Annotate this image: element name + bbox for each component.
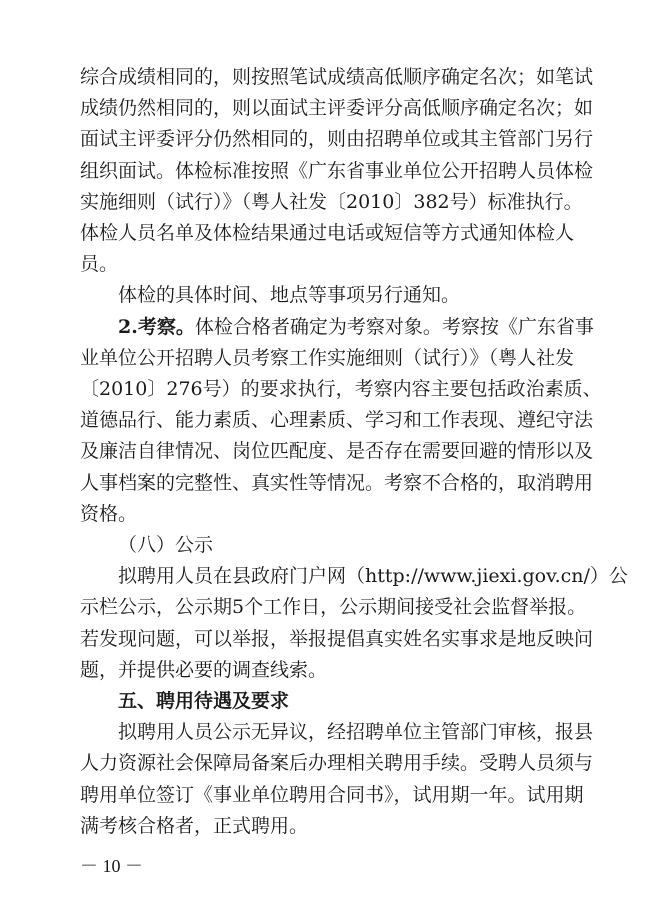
page-number: － 10 － bbox=[80, 856, 143, 876]
text-line: 综合成绩相同的，则按照笔试成绩高低顺序确定名次；如笔试 bbox=[80, 66, 594, 88]
section-heading-treatment: 五、聘用待遇及要求 bbox=[118, 690, 290, 712]
subheading-label: 2.考察。 bbox=[118, 315, 195, 338]
text-line: 拟聘用人员公示无异议，经招聘单位主管部门审核，报县 bbox=[118, 721, 594, 744]
text-line: 拟聘用人员在县政府门户网（http://www.jiexi.gov.cn/）公 bbox=[118, 565, 628, 588]
text-line: 〔2010〕276号）的要求执行，考察内容主要包括政治素质、 bbox=[80, 378, 602, 400]
text-line: 组织面试。体检标准按照《广东省事业单位公开招聘人员体检 bbox=[80, 159, 594, 182]
text-line: 实施细则（试行）》（粤人社发〔2010〕382号）标准执行。 bbox=[80, 190, 583, 213]
text-line: 人事档案的完整性、真实性等情况。考察不合格的，取消聘用 bbox=[80, 471, 594, 494]
text-line: 道德品行、能力素质、心理素质、学习和工作表现、遵纪守法 bbox=[80, 409, 594, 432]
text-line: 题，并提供必要的调查线索。 bbox=[80, 658, 328, 681]
text-line: 若发现问题，可以举报，举报提倡真实姓名实事求是地反映问 bbox=[80, 627, 594, 650]
text-line: 成绩仍然相同的，则以面试主评委评分高低顺序确定名次；如 bbox=[80, 97, 594, 120]
section-heading-publicity: （八）公示 bbox=[118, 534, 214, 556]
text-line: 及廉洁自律情况、岗位匹配度、是否存在需要回避的情形以及 bbox=[80, 440, 594, 463]
text-line: 示栏公示，公示期5个工作日，公示期间接受社会监督举报。 bbox=[80, 596, 587, 619]
text-line: 资格。 bbox=[80, 502, 138, 525]
text-line: 聘用单位签订《事业单位聘用合同书》，试用期一年。试用期 bbox=[80, 783, 584, 806]
text-line: 体检的具体时间、地点等事项另行通知。 bbox=[118, 284, 461, 307]
text-line: 体检人员名单及体检结果通过电话或短信等方式通知体检人 bbox=[80, 222, 575, 244]
text-line: 人力资源社会保障局备案后办理相关聘用手续。受聘人员须与 bbox=[80, 752, 594, 775]
text-line: 满考核合格者，正式聘用。 bbox=[80, 814, 309, 837]
text-line: 员。 bbox=[80, 253, 119, 276]
text-line: 业单位公开招聘人员考察工作实施细则（试行）》（粤人社发 bbox=[80, 346, 575, 369]
text-line-subheading bbox=[80, 312, 594, 342]
text-line: 面试主评委评分仍然相同的，则由招聘单位或其主管部门另行 bbox=[80, 128, 594, 151]
subheading-rest: 体检合格者确定为考察对象。考察按《广东省事 bbox=[194, 315, 594, 338]
